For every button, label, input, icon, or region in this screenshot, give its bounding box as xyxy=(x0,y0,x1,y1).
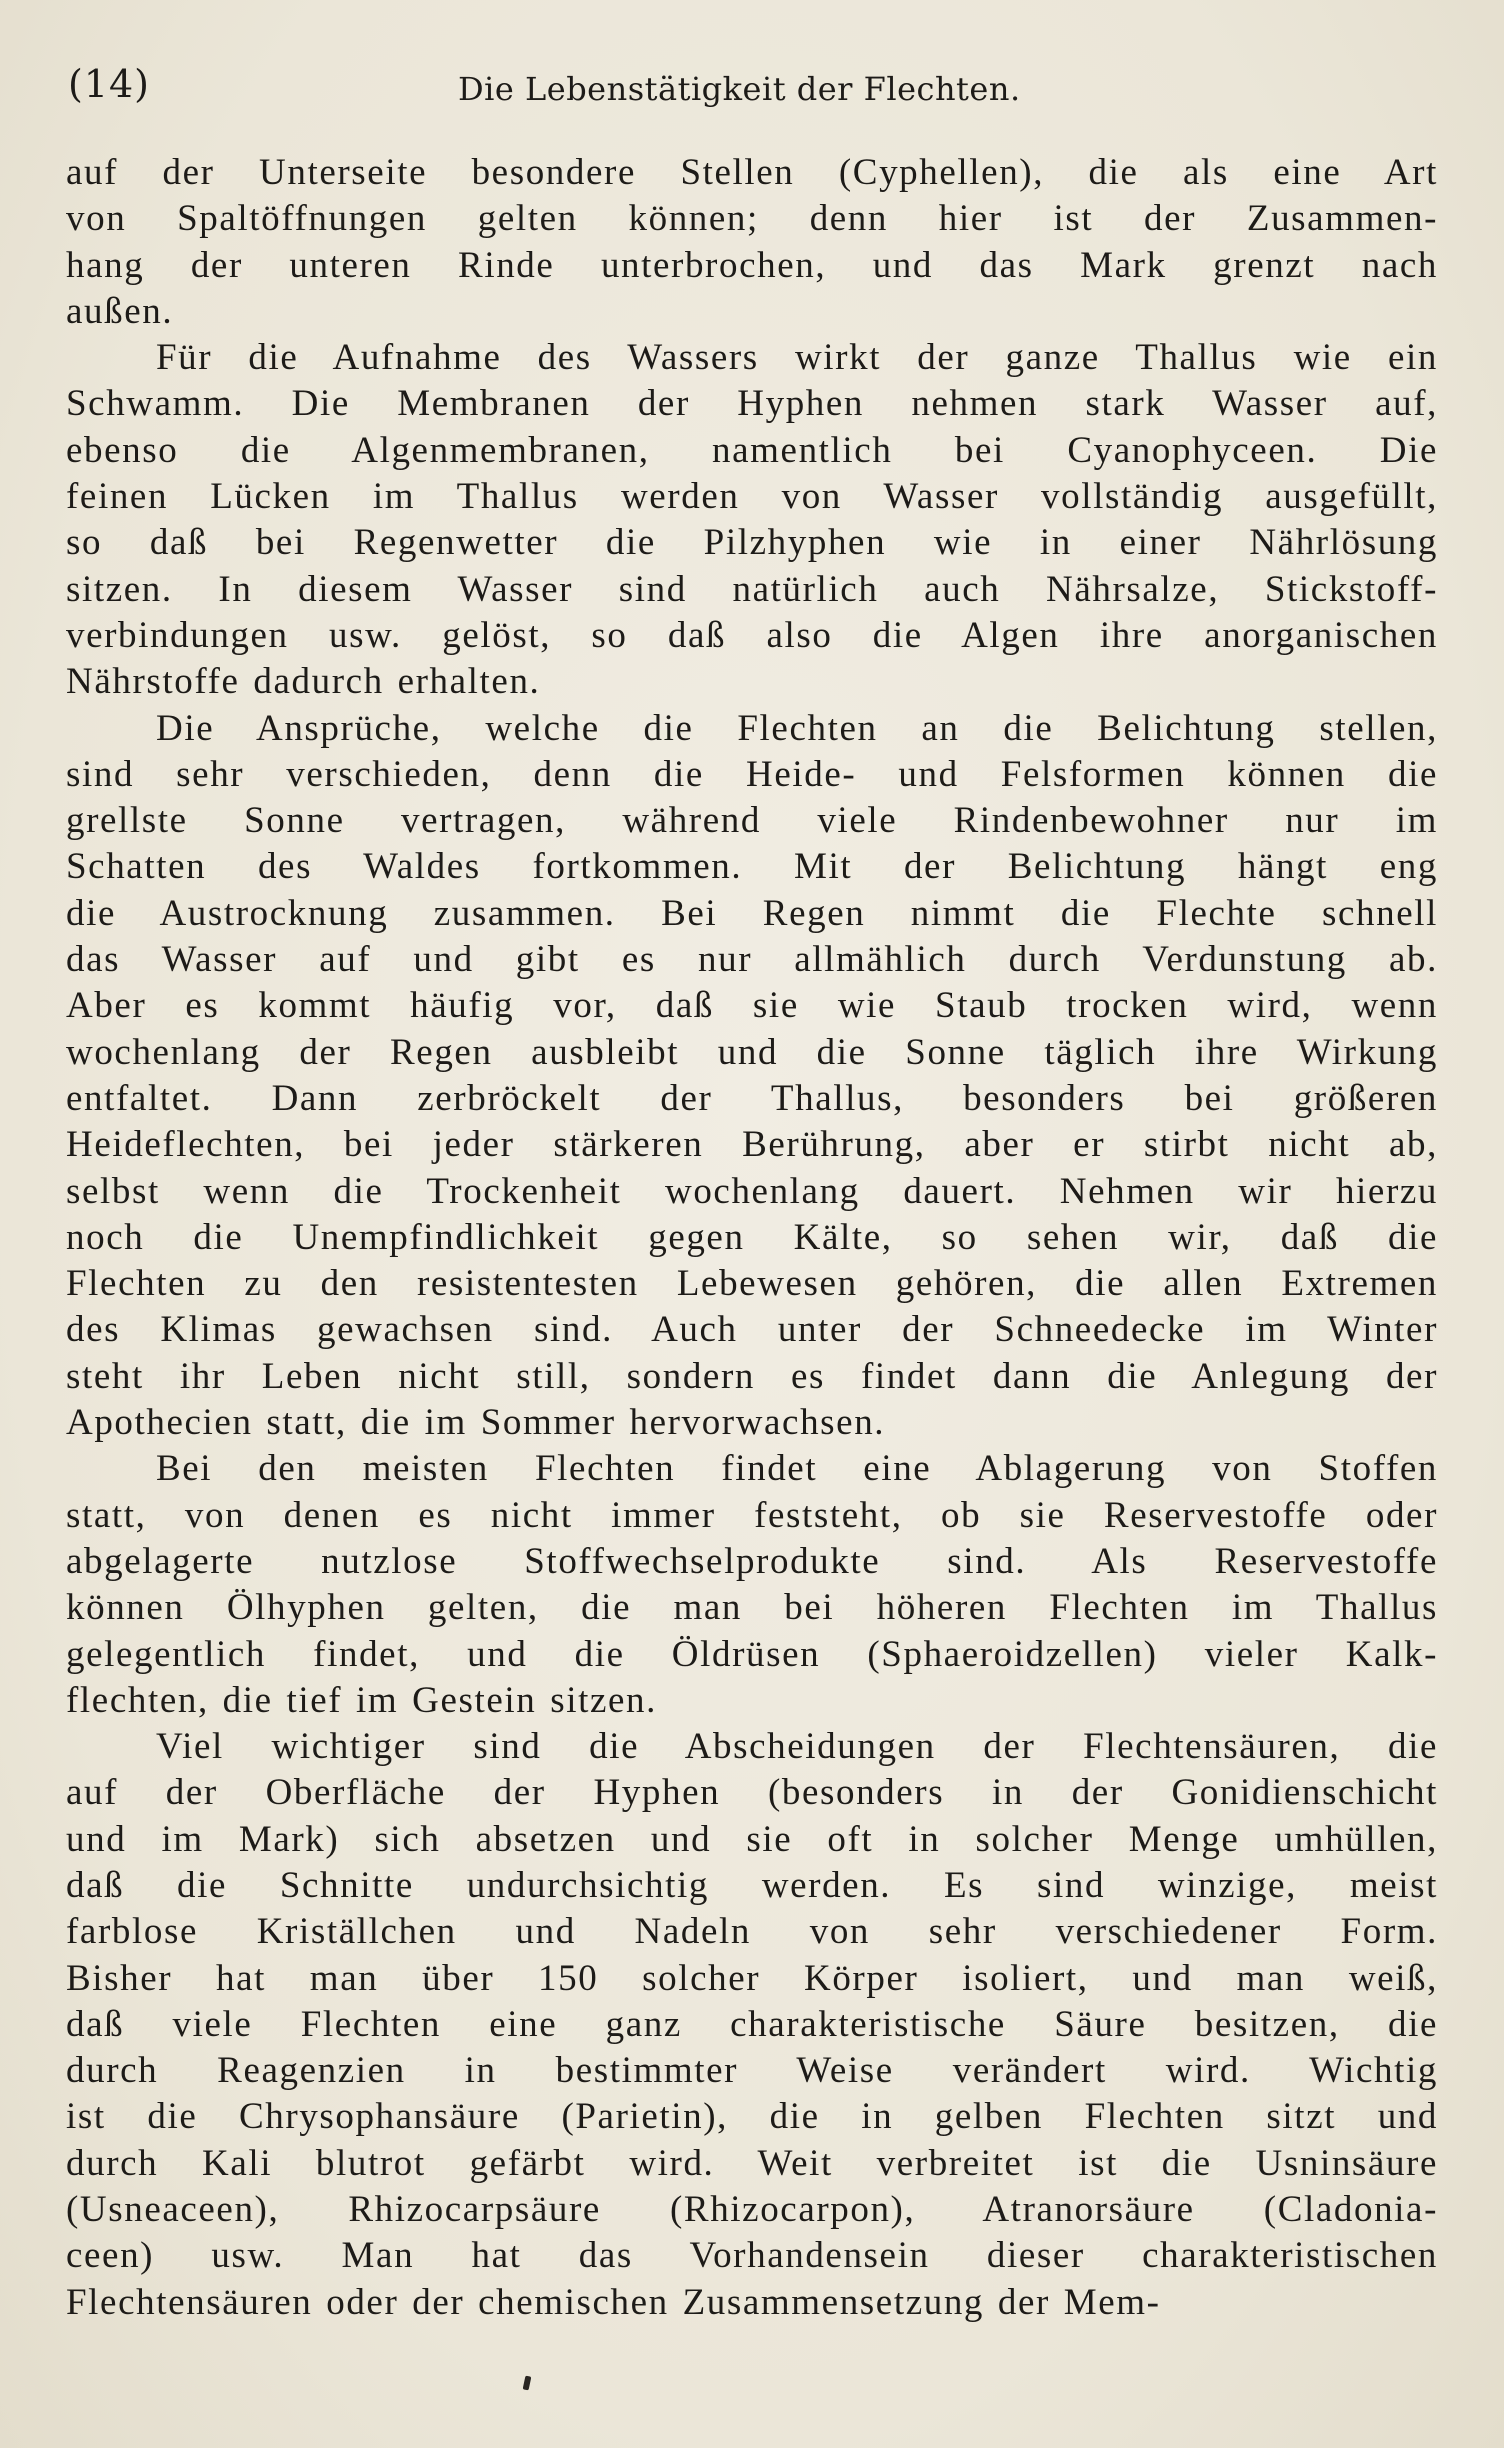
text-line: hang der unteren Rinde unterbrochen, und das Mark grenzt nach xyxy=(66,244,1438,286)
text-line: grellste Sonne vertragen, während viele Rindenbewohner nur im xyxy=(66,800,1438,842)
text-line: des Klimas gewachsen sind. Auch unter der Schneedecke im Winter xyxy=(66,1309,1438,1351)
text-line: Die Ansprüche, welche die Flechten an die Belichtung stellen, xyxy=(156,707,1438,749)
running-title: Die Lebenstätigkeit der Flechten. xyxy=(458,70,1021,108)
paragraph xyxy=(66,1724,1438,2326)
text-line: ceen) usw. Man hat das Vorhandensein dieser charakteristischen xyxy=(66,2235,1438,2277)
text-line: auf der Oberfläche der Hyphen (besonders in der Gonidienschicht xyxy=(66,1772,1438,1814)
text-line: können Ölhyphen gelten, die man bei höheren Flechten im Thallus xyxy=(66,1587,1438,1629)
text-line: (Usneaceen), Rhizocarpsäure (Rhizocarpon), Atranorsäure (Cladonia- xyxy=(66,2189,1438,2231)
text-line: und im Mark) sich absetzen und sie oft in solcher Menge umhüllen, xyxy=(66,1818,1438,1860)
text-line: das Wasser auf und gibt es nur allmählich durch Verdunstung ab. xyxy=(66,939,1438,981)
text-line: verbindungen usw. gelöst, so daß also die Algen ihre anorganischen xyxy=(66,614,1438,656)
text-line: Nährstoffe dadurch erhalten. xyxy=(66,661,541,703)
text-line: noch die Unempfindlichkeit gegen Kälte, so sehen wir, daß die xyxy=(66,1216,1438,1258)
text-line: sind sehr verschieden, denn die Heide- und Felsformen können die xyxy=(66,753,1438,795)
text-line: farblose Kriställchen und Nadeln von sehr verschiedener Form. xyxy=(66,1911,1438,1953)
text-line: Schwamm. Die Membranen der Hyphen nehmen stark Wasser auf, xyxy=(66,383,1438,425)
paragraph xyxy=(66,706,1438,1447)
text-line: außen. xyxy=(66,290,174,332)
paragraph xyxy=(66,1446,1438,1724)
text-line: Aber es kommt häufig vor, daß sie wie Staub trocken wird, wenn xyxy=(66,985,1438,1027)
text-line: Bisher hat man über 150 solcher Körper isoliert, und man weiß, xyxy=(66,1957,1438,1999)
text-line: Viel wichtiger sind die Abscheidungen der Flechtensäuren, die xyxy=(156,1726,1438,1768)
paragraph xyxy=(66,150,1438,335)
text-line: flechten, die tief im Gestein sitzen. xyxy=(66,1679,657,1721)
page-number: (14) xyxy=(68,62,151,106)
text-line: Apothecien statt, die im Sommer hervorwachsen. xyxy=(66,1402,886,1444)
text-line: daß viele Flechten eine ganz charakteristische Säure besitzen, die xyxy=(66,2003,1438,2045)
text-line: sitzen. In diesem Wasser sind natürlich auch Nährsalze, Stickstoff- xyxy=(66,568,1438,610)
text-line: von Spaltöffnungen gelten können; denn hier ist der Zusammen- xyxy=(66,198,1438,240)
text-line: auf der Unterseite besondere Stellen (Cyphellen), die als eine Art xyxy=(66,152,1438,193)
text-line: Heideflechten, bei jeder stärkeren Berührung, aber er stirbt nicht ab, xyxy=(66,1124,1438,1166)
paragraph xyxy=(66,335,1438,705)
text-line: Schatten des Waldes fortkommen. Mit der Belichtung hängt eng xyxy=(66,846,1438,888)
text-line: durch Kali blutrot gefärbt wird. Weit verbreitet ist die Usninsäure xyxy=(66,2142,1438,2184)
text-line: daß die Schnitte undurchsichtig werden. Es sind winzige, meist xyxy=(66,1864,1438,1906)
text-line: ist die Chrysophansäure (Parietin), die in gelben Flechten sitzt und xyxy=(66,2096,1438,2138)
text-line: feinen Lücken im Thallus werden von Wasser vollständig ausgefüllt, xyxy=(66,476,1438,518)
text-line: wochenlang der Regen ausbleibt und die Sonne täglich ihre Wirkung xyxy=(66,1031,1438,1073)
text-line: gelegentlich findet, und die Öldrüsen (Sphaeroidzellen) vieler Kalk- xyxy=(66,1633,1438,1675)
page-header xyxy=(68,62,1448,122)
text-line: Für die Aufnahme des Wassers wirkt der ganze Thallus wie ein xyxy=(156,337,1438,379)
text-line: selbst wenn die Trockenheit wochenlang dauert. Nehmen wir hierzu xyxy=(66,1170,1438,1212)
text-line: Flechtensäuren oder der chemischen Zusammensetzung der Mem- xyxy=(66,2281,1161,2323)
body-text xyxy=(66,150,1438,2326)
text-line: ebenso die Algenmembranen, namentlich bei Cyanophyceen. Die xyxy=(66,429,1438,471)
text-line: entfaltet. Dann zerbröckelt der Thallus, besonders bei größeren xyxy=(66,1077,1438,1119)
text-line: Bei den meisten Flechten findet eine Ablagerung von Stoffen xyxy=(156,1448,1438,1490)
ink-speck xyxy=(523,2376,532,2391)
text-line: abgelagerte nutzlose Stoffwechselprodukte sind. Als Reservestoffe xyxy=(66,1540,1438,1582)
text-line: so daß bei Regenwetter die Pilzhyphen wie in einer Nährlösung xyxy=(66,522,1438,564)
text-line: statt, von denen es nicht immer feststeht, ob sie Reservestoffe oder xyxy=(66,1494,1438,1536)
text-line: die Austrocknung zusammen. Bei Regen nimmt die Flechte schnell xyxy=(66,892,1438,934)
text-line: steht ihr Leben nicht still, sondern es findet dann die Anlegung der xyxy=(66,1355,1438,1397)
text-line: durch Reagenzien in bestimmter Weise verändert wird. Wichtig xyxy=(66,2050,1438,2092)
text-line: Flechten zu den resistentesten Lebewesen gehören, die allen Extremen xyxy=(66,1263,1438,1305)
